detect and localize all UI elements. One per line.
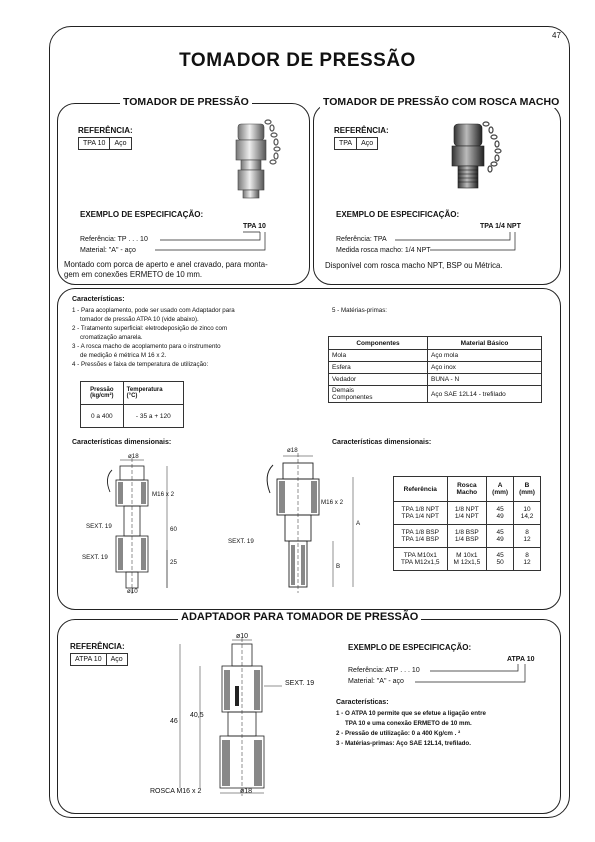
drawing-atpa10 [160,636,320,801]
box3-item: de medição é métrica M 16 x 2. [80,352,167,359]
box4-ref-label: REFERÊNCIA: [70,642,125,651]
dim-label-left: Características dimensionais: [72,439,172,446]
mat-cell: Esfera [329,362,428,374]
dimensions-table [393,476,541,571]
dim-label: SEXT. 19 [228,538,254,545]
box3-item: 4 - Pressões e faixa de temperatura de utilização: [72,361,209,368]
box1-title: TOMADOR DE PRESSÃO [120,96,252,108]
box3-char-label: Características: [72,296,125,303]
dim-label: ø18 [240,788,253,795]
product-photo-tpa10 [230,112,290,202]
box1-ref-box [78,137,132,150]
dim-label-right: Características dimensionais: [332,439,432,446]
box4-item: 1 - O ATPA 10 permite que se efetue a ligação entre [336,710,486,717]
box4-spec-leaders [430,662,530,687]
mat-cell: Aço inox [428,362,542,374]
dim-label: SEXT. 19 [82,554,108,561]
dim-label: A [356,520,361,527]
mat-cell: Demais Componentes [329,386,428,403]
dim-label: ø10 [127,588,138,595]
box4-ref-box [70,653,128,666]
dim-cell: 45 49 [487,525,514,548]
materials-table [328,336,542,403]
dim-cell: 1/8 BSP 1/4 BSP [447,525,487,548]
box2-title: TOMADOR DE PRESSÃO COM ROSCA MACHO [320,96,562,108]
dim-label: ROSCA M16 x 2 [150,788,202,795]
box4-ref-material: Aço [106,654,127,665]
mat-header: Componentes [329,337,428,350]
dim-cell: TPA 1/8 NPT TPA 1/4 NPT [394,502,448,525]
box4-spec-material: Material: "A" - aço [348,678,404,685]
mat-cell: Vedador [329,374,428,386]
dim-header: Rosca Macho [447,477,487,502]
dim-cell: 8 12 [514,525,541,548]
box4-spec-ref: Referência: ATP . . . 10 [348,667,420,674]
box1-ref-code: TPA 10 [83,140,106,147]
box3-item: tomador de pressão ATPA 10 (vide abaixo). [80,316,199,323]
pressure-temperature-table [80,381,184,428]
mat-header: Material Básico [428,337,542,350]
dim-cell: 45 49 [487,502,514,525]
box4-spec-code: ATPA 10 [507,656,535,663]
dim-label: 40,5 [190,712,204,719]
dim-cell: TPA 1/8 BSP TPA 1/4 BSP [394,525,448,548]
dim-cell: 1/8 NPT 1/4 NPT [447,502,487,525]
dim-label: B [336,563,341,570]
box3-item: 3 - A rosca macho de acoplamento para o instrumento [72,343,221,350]
pt-cell: - 35 a + 120 [123,405,183,428]
box3-item: 2 - Tratamento superficial: eletrodeposição de zinco com [72,325,228,332]
mat-cell: Mola [329,350,428,362]
pt-cell: 0 a 400 [81,405,124,428]
dim-header: B (mm) [514,477,541,502]
box2-spec-code: TPA 1/4 NPT [480,223,521,230]
mat-cell: Aço SAE 12L14 - trefilado [428,386,542,403]
dim-cell: 45 50 [487,548,514,571]
box3-item5: 5 - Matérias-primas: [332,307,388,314]
box2-spec-label: EXEMPLO DE ESPECIFICAÇÃO: [336,210,460,219]
dim-label: M16 x 2 [152,491,175,498]
box2-spec-leaders [395,230,525,255]
box1-desc: Montado com porca de aperto e anel cravado, para monta- [64,260,268,269]
box2-spec-thread: Medida rosca macho: 1/4 NPT [336,247,431,254]
box1-spec-material: Material: "A" - aço [80,247,136,254]
box2-ref-code: TPA [339,140,353,147]
dim-label: M16 x 2 [321,499,344,506]
box3-item: 1 - Para acoplamento, pode ser usado com Adaptador para [72,307,235,314]
dim-cell: M 10x1 M 12x1,5 [447,548,487,571]
dim-label: ø10 [236,633,249,640]
dim-header: Referência [394,477,448,502]
dim-label: 25 [170,559,177,566]
box2-desc: Disponível com rosca macho NPT, BSP ou Métrica. [325,261,503,270]
box4-item: 2 - Pressão de utilização: 0 a 400 Kg/cm . ² [336,730,461,737]
box2-spec-ref: Referência: TPA [336,236,387,243]
box1-spec-leaders [155,230,275,255]
dim-cell: 8 12 [514,548,541,571]
box4-item: 3 - Matérias-primas: Aço SAE 12L14, trefilado. [336,740,471,747]
dim-cell: 10 14,2 [514,502,541,525]
mat-cell: BUNA - N [428,374,542,386]
dim-label: ø18 [128,453,139,460]
box2-ref-material: Aço [356,138,377,149]
box1-spec-ref: Referência: TP . . . 10 [80,236,148,243]
dim-label: 60 [170,526,177,533]
mat-cell: Aço mola [428,350,542,362]
box1-desc2: gem em conexões ERMETO de 10 mm. [64,270,203,279]
box4-char-label: Características: [336,699,389,706]
box4-spec-label: EXEMPLO DE ESPECIFICAÇÃO: [348,643,472,652]
dim-label: SEXT. 19 [285,680,315,687]
box4-title: ADAPTADOR PARA TOMADOR DE PRESSÃO [178,611,421,623]
box1-ref-label: REFERÊNCIA: [78,126,133,135]
page-number: 47 [552,31,561,40]
box3-item: cromatização amarela. [80,334,143,341]
pt-header: Temperatura (°C) [123,382,183,405]
drawing-tpa-npt [225,445,375,595]
dim-cell: TPA M10x1 TPA M12x1,5 [394,548,448,571]
dim-label: SEXT. 19 [86,523,112,530]
box4-ref-code: ATPA 10 [75,656,102,663]
box4-item: TPA 10 e uma conexão ERMETO de 10 mm. [345,720,472,727]
box1-spec-code: TPA 10 [243,223,266,230]
box1-spec-label: EXEMPLO DE ESPECIFICAÇÃO: [80,210,204,219]
product-photo-tpa-npt [448,112,518,197]
box2-ref-label: REFERÊNCIA: [334,126,389,135]
dim-header: A (mm) [487,477,514,502]
dim-label: 46 [170,718,178,725]
box1-ref-material: Aço [109,138,130,149]
box2-ref-box [334,137,378,150]
page-title: TOMADOR DE PRESSÃO [179,50,416,71]
pt-header: Pressão (kg/cm²) [81,382,124,405]
dim-label: ø18 [287,447,298,454]
